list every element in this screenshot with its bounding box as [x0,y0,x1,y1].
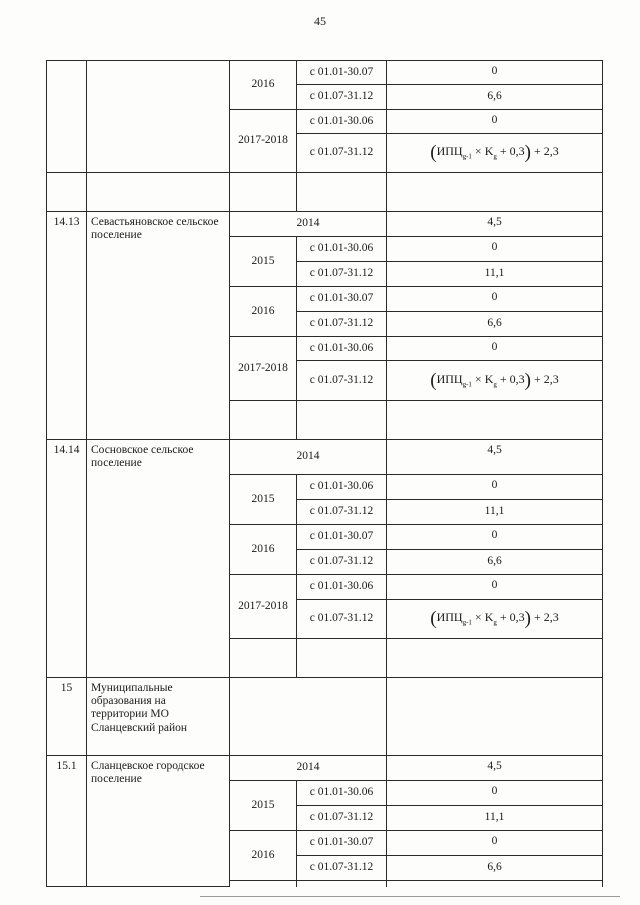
year-cell: 2016 [230,61,297,110]
row-number-cell: 15.1 [47,756,87,887]
value-cell: 11,1 [387,500,603,525]
value-cell: 11,1 [387,806,603,831]
value-cell: 6,6 [387,550,603,575]
formula: $(ИПЦ_{g-1} \times K_g + 0,3) + 2,3$ [430,608,559,630]
scan-edge-line [200,896,620,897]
tariff-table [46,60,603,887]
year-cell: 2014 [230,756,387,781]
value-cell: 0 [387,781,603,806]
period-cell: с 01.07-31.12 [297,134,387,173]
settlement-name: Севастьяновское сельское поселение [87,212,230,440]
empty-cell [230,678,387,756]
row-number-cell: 14.13 [47,212,87,440]
formula-cell [387,134,603,173]
formula-cell [387,361,603,401]
value-cell: 4,5 [387,212,603,237]
period-cell: с 01.01-30.07 [297,831,387,856]
period-cell: с 01.01-30.07 [297,61,387,85]
value-cell: 4,5 [387,756,603,781]
value-cell: 0 [387,287,603,312]
row-name-cell [87,61,230,173]
period-cell: с 01.07-31.12 [297,600,387,639]
value-cell: 6,6 [387,312,603,337]
value-cell: 4,5 [387,440,603,475]
year-cell: 2016 [230,525,297,575]
year-cell: 2017-2018 [230,110,297,173]
formula-cell [387,600,603,639]
period-cell: с 01.07-31.12 [297,85,387,110]
period-cell: с 01.07-31.12 [297,361,387,401]
year-cell: 2016 [230,287,297,337]
year-cell: 2017-2018 [230,337,297,401]
period-cell: с 01.01-30.06 [297,781,387,806]
period-cell: с 01.07-31.12 [297,550,387,575]
period-cell: с 01.07-31.12 [297,500,387,525]
period-cell: с 01.07-31.12 [297,312,387,337]
row-number-cell: 14.14 [47,440,87,678]
formula: $(ИПЦ_{g-1} \times K_g + 0,3) + 2,3$ [430,142,559,164]
empty-cell [387,678,603,756]
year-cell: 2015 [230,781,297,831]
value-cell: 6,6 [387,856,603,881]
value-cell: 0 [387,237,603,262]
year-cell: 2017-2018 [230,575,297,639]
value-cell: 11,1 [387,262,603,287]
value-cell: 0 [387,61,603,85]
value-cell: 0 [387,575,603,600]
settlement-name: Сланцевское городское поселение [87,756,230,887]
value-cell: 0 [387,831,603,856]
period-cell: с 01.01-30.06 [297,575,387,600]
period-cell: с 01.01-30.07 [297,525,387,550]
value-cell: 0 [387,110,603,134]
year-cell: 2015 [230,237,297,287]
period-cell: с 01.01-30.07 [297,287,387,312]
year-cell: 2014 [230,440,387,475]
value-cell: 0 [387,525,603,550]
formula: $(ИПЦ_{g-1} \times K_g + 0,3) + 2,3$ [430,369,559,391]
value-cell: 0 [387,337,603,361]
period-cell: с 01.01-30.06 [297,337,387,361]
row-number-cell [47,61,87,173]
period-cell: с 01.07-31.12 [297,806,387,831]
value-cell: 6,6 [387,85,603,110]
year-cell: 2016 [230,831,297,881]
period-cell: с 01.07-31.12 [297,856,387,881]
year-cell: 2015 [230,475,297,525]
period-cell: с 01.01-30.06 [297,475,387,500]
year-cell: 2014 [230,212,387,237]
value-cell: 0 [387,475,603,500]
period-cell: с 01.01-30.06 [297,110,387,134]
row-number-cell: 15 [47,678,87,756]
section-name: Муниципальные образования на территории МО Сланцевский район [87,678,230,756]
period-cell: с 01.07-31.12 [297,262,387,287]
period-cell: с 01.01-30.06 [297,237,387,262]
page-number: 45 [314,14,326,28]
settlement-name: Сосновское сельское поселение [87,440,230,678]
